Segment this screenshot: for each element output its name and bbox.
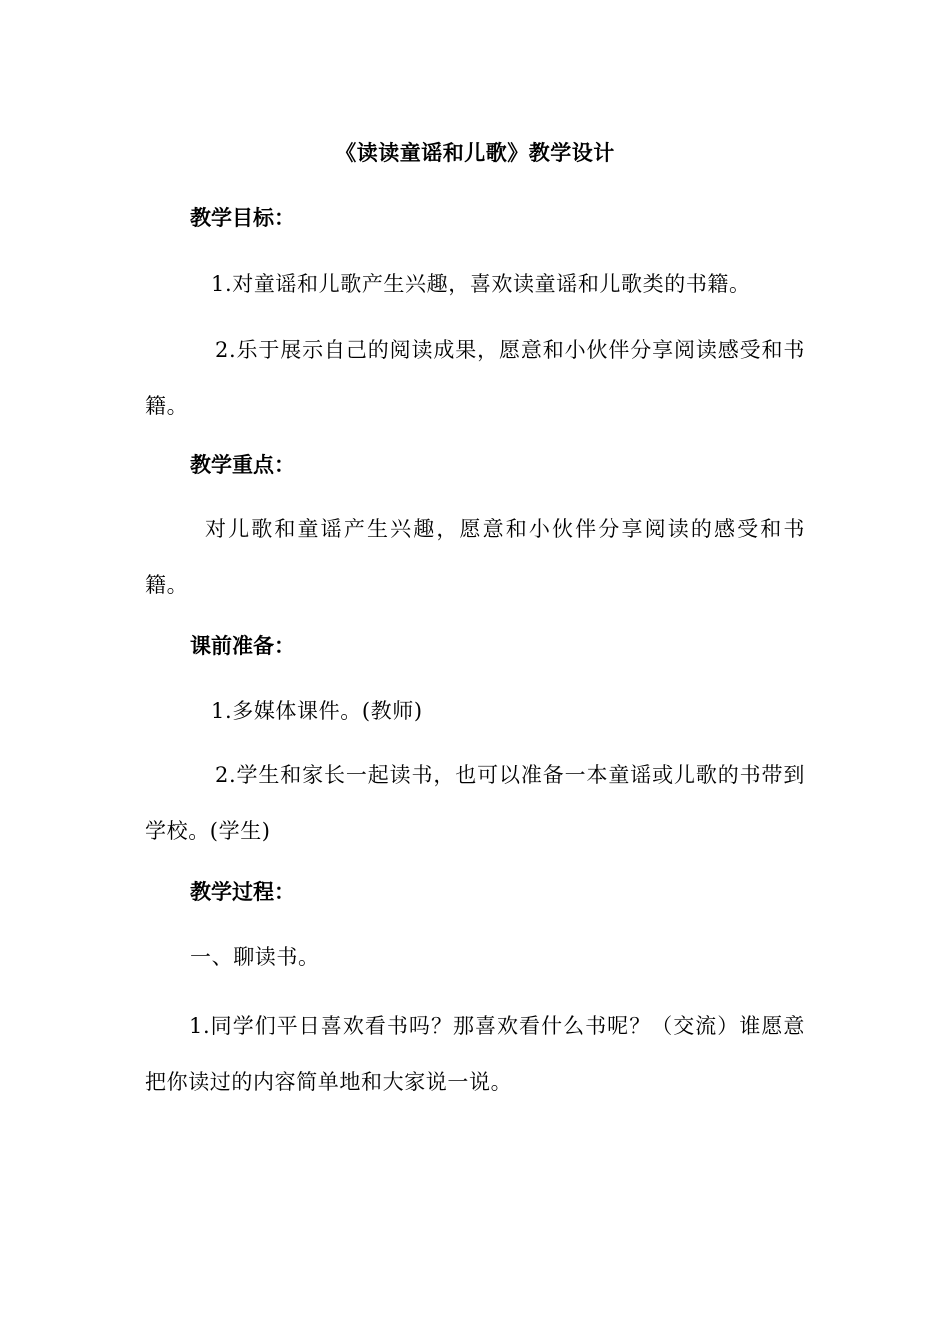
process-heading: 教学过程： <box>190 879 295 904</box>
goal-item-2 <box>145 322 805 434</box>
process-item-1 <box>145 998 805 1110</box>
preparation-item-1 <box>145 683 805 739</box>
focus-paragraph <box>145 501 805 613</box>
focus-heading: 教学重点： <box>190 452 295 477</box>
preparation-item-2 <box>145 747 805 859</box>
document-title: 《读读童谣和儿歌》教学设计 <box>335 140 615 165</box>
process-step-1: 一、聊读书。 <box>190 945 320 969</box>
focus-text: 对儿歌和童谣产生兴趣，愿意和小伙伴分享阅读的感受和书籍。 <box>145 517 805 597</box>
preparation-heading: 课前准备： <box>190 633 295 658</box>
preparation-item-2-text: 2.学生和家长一起读书，也可以准备一本童谣或儿歌的书带到学校。(学生) <box>145 763 805 843</box>
goal-item-2-text: 2.乐于展示自己的阅读成果，愿意和小伙伴分享阅读感受和书籍。 <box>145 338 805 418</box>
process-item-1-text: 1.同学们平日喜欢看书吗？那喜欢看什么书呢？（交流）谁愿意把你读过的内容简单地和大家说一说。 <box>145 1014 805 1094</box>
goals-heading: 教学目标： <box>190 205 295 230</box>
goal-item-1-text: 1.对童谣和儿歌产生兴趣，喜欢读童谣和儿歌类的书籍。 <box>211 272 751 296</box>
goal-item-1 <box>145 256 805 312</box>
preparation-item-1-text: 1.多媒体课件。(教师) <box>211 699 423 723</box>
